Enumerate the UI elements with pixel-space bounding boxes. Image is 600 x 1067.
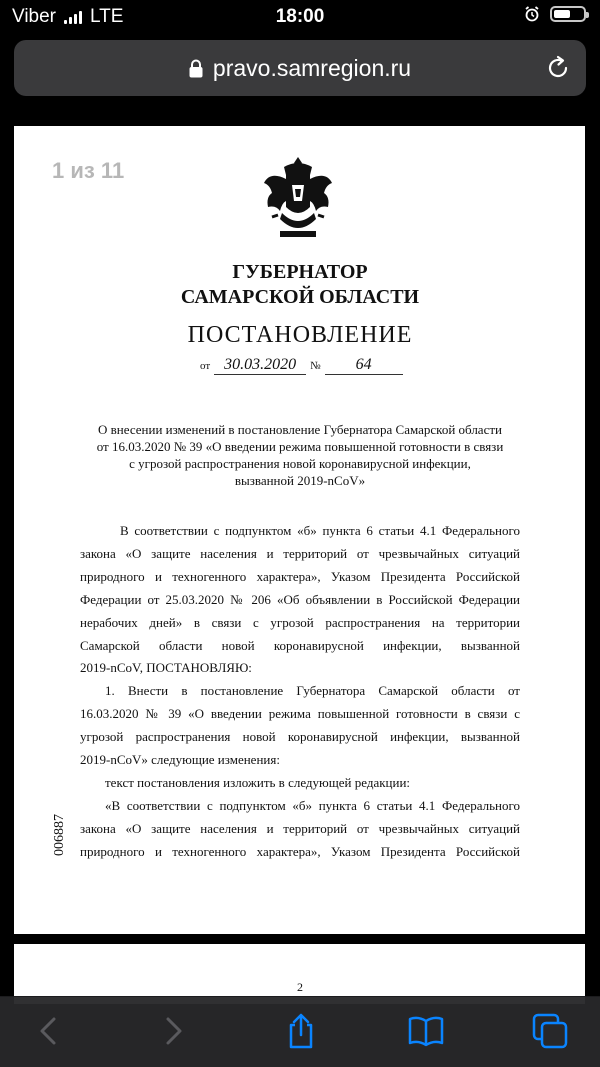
body-line: закона «О защите населения и территорий от чрезвычайных ситуаций xyxy=(80,820,520,836)
doc-date: 30.03.2020 xyxy=(214,356,306,375)
stamp-number: 006887 xyxy=(52,814,67,856)
url-bar[interactable] xyxy=(14,40,586,96)
url-display[interactable] xyxy=(14,55,586,82)
number-prefix: № xyxy=(310,360,321,372)
doc-type: ПОСТАНОВЛЕНИЕ xyxy=(187,322,413,348)
doc-subject xyxy=(60,421,540,489)
body-line: Самарской области новой коронавирусной инфекции, вызванной xyxy=(80,637,520,653)
tabs-icon[interactable] xyxy=(530,1011,570,1051)
body-line: природного и техногенного характера», Указом Президента Российской xyxy=(80,568,520,584)
body-line: 2019-nCoV, ПОСТАНОВЛЯЮ: xyxy=(80,660,252,676)
body-line: Федерации от 25.03.2020 № 206 «Об объявлении в Российской Федерации xyxy=(80,591,520,607)
subject-line: О внесении изменений в постановление Губернатора Самарской области xyxy=(98,422,502,437)
alarm-icon xyxy=(524,6,540,22)
status-time: 18:00 xyxy=(275,6,325,27)
pdf-page-2 xyxy=(14,944,585,1004)
page-number: 2 xyxy=(297,980,303,994)
url-text[interactable]: pravo.samregion.ru xyxy=(212,55,412,81)
status-bar xyxy=(0,0,600,36)
browser-toolbar xyxy=(0,996,600,1067)
chevron-left-icon[interactable] xyxy=(30,1011,70,1051)
status-right xyxy=(524,6,586,22)
doc-number: 64 xyxy=(325,356,403,375)
battery-icon xyxy=(550,6,586,22)
body-line: природного и техногенного характера», Указом Президента Российской xyxy=(80,843,520,859)
coat-of-arms-icon xyxy=(258,153,338,243)
doc-dateline xyxy=(200,356,403,375)
body-line: 2019-nCoV» следующие изменения: xyxy=(80,752,280,768)
header-region: САМАРСКОЙ ОБЛАСТИ xyxy=(180,286,420,308)
doc-body xyxy=(80,520,520,864)
subject-line: вызванной 2019-nCoV» xyxy=(234,473,366,488)
body-line: текст постановления изложить в следующей редакции: xyxy=(105,774,411,790)
carrier-label: Viber xyxy=(12,6,57,27)
body-line: нерабочих дней» в связи с угрозой распространения на территории xyxy=(80,614,520,630)
date-prefix: от xyxy=(200,360,211,372)
network-label: LTE xyxy=(90,6,124,27)
lock-icon xyxy=(189,59,203,78)
body-line: 16.03.2020 № 39 «О введении режима повышенной готовности в связи с xyxy=(80,706,520,722)
header-governor: ГУБЕРНАТОР xyxy=(232,261,368,283)
body-line: 1. Внести в постановление Губернатора Самарской области от xyxy=(105,683,520,699)
body-line: В соответствии с подпунктом «б» пункта 6 статьи 4.1 Федерального xyxy=(120,523,520,538)
subject-line: от 16.03.2020 № 39 «О введении режима повышенной готовности в связи xyxy=(96,439,504,454)
reload-icon[interactable] xyxy=(544,54,572,82)
chevron-right-icon[interactable] xyxy=(152,1011,192,1051)
body-line: закона «О защите населения и территорий от чрезвычайных ситуаций xyxy=(80,545,520,561)
subject-line: с угрозой распространения новой коронавирусной инфекции, xyxy=(129,456,471,471)
page-indicator: 1 из 11 xyxy=(52,158,125,183)
book-icon[interactable] xyxy=(406,1011,446,1051)
body-line: угрозой распространения новой коронавирусной инфекции, вызванной xyxy=(80,729,520,745)
body-line: «В соответствии с подпунктом «б» пункта 6 статьи 4.1 Федерального xyxy=(105,797,520,813)
share-icon[interactable] xyxy=(281,1011,321,1051)
